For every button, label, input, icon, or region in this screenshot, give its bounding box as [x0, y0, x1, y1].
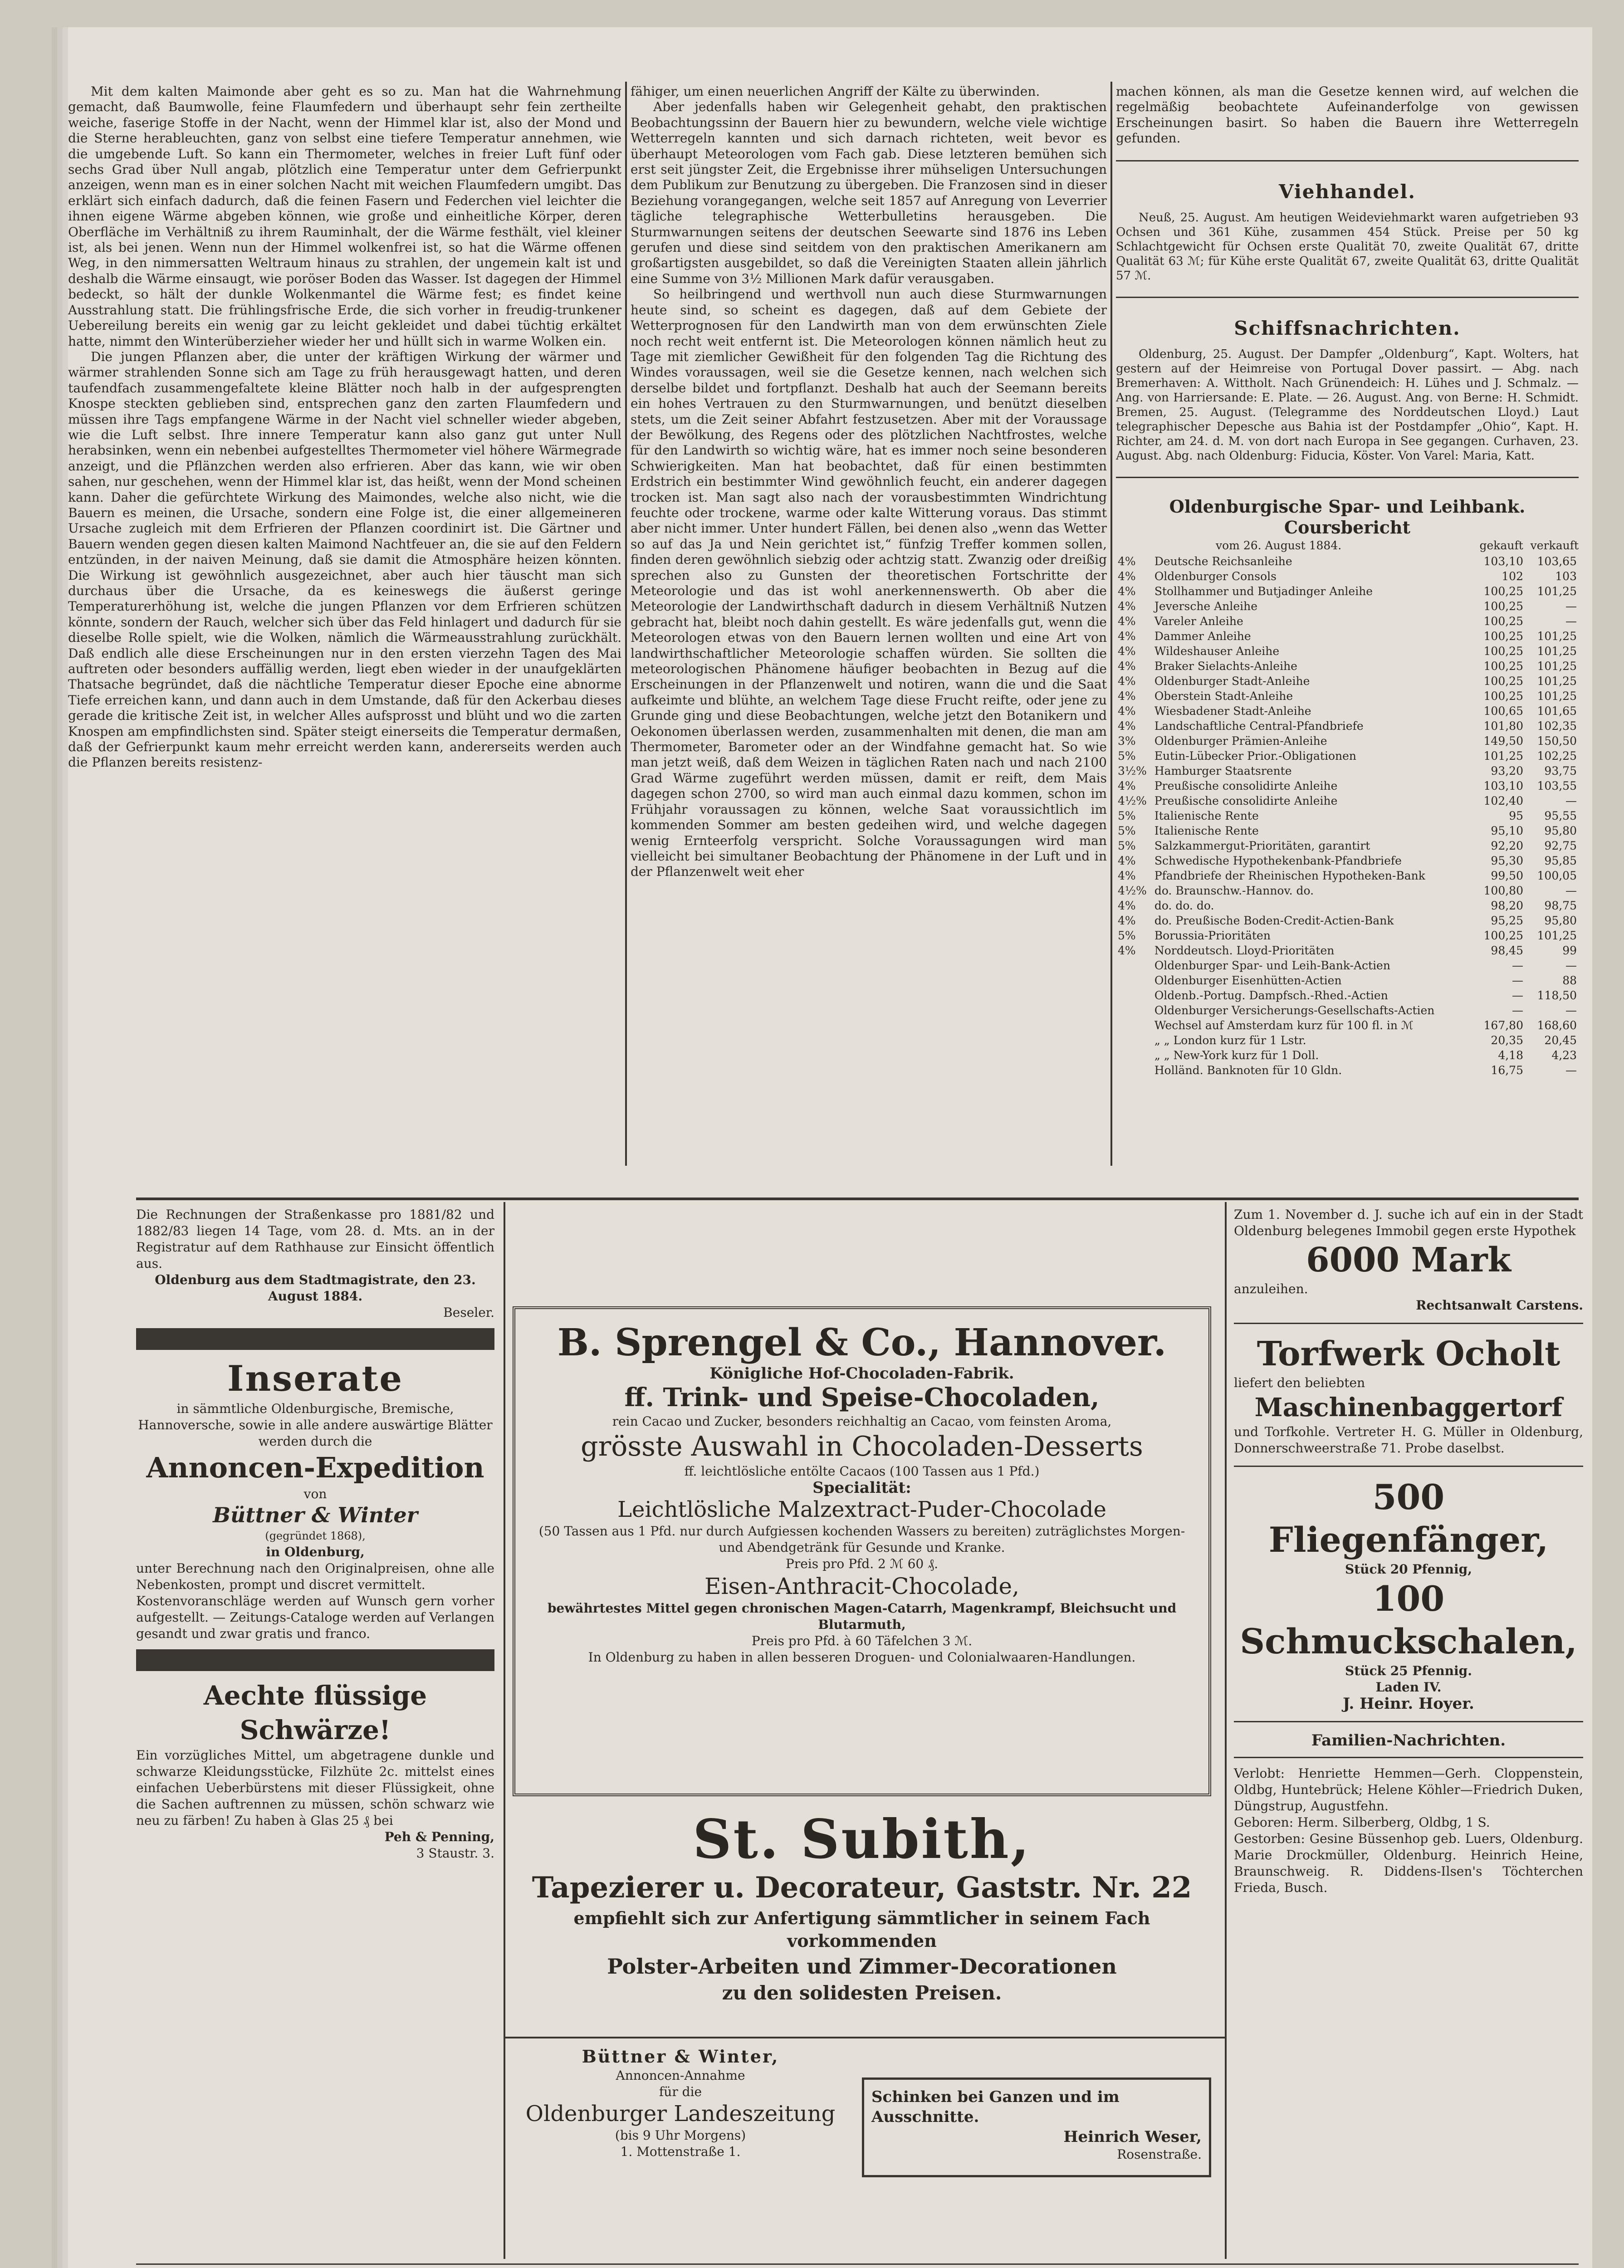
familien-geboren: Geboren: Herm. Silberberg, Oldbg, 1 S. — [1234, 1815, 1490, 1830]
kurs-sold: 95,80 — [1544, 914, 1577, 927]
kurs-row — [1116, 898, 1579, 913]
kurs-name: „ „ London kurz für 1 Lstr. — [1154, 1033, 1306, 1047]
kurs-rate: 5% — [1118, 824, 1136, 837]
kurs-date: vom 26. August 1884. — [1216, 539, 1342, 552]
ad-rule — [1234, 1721, 1583, 1722]
kurs-sold: 150,50 — [1537, 734, 1577, 748]
kurs-rate: 4% — [1118, 704, 1136, 718]
kurs-row — [1116, 1018, 1579, 1033]
schinken-ad — [862, 2077, 1211, 2177]
kurs-name: Italienische Rente — [1154, 809, 1259, 822]
kurs-bought: 103,10 — [1483, 779, 1523, 792]
kurs-name: „ „ New-York kurz für 1 Doll. — [1154, 1048, 1319, 1062]
kurs-rate: 4% — [1118, 943, 1136, 957]
kurs-sold: 101,25 — [1537, 584, 1577, 598]
kurs-sold: 92,75 — [1544, 839, 1577, 852]
sprengel-line-11: Preis pro Pfd. à 60 Täfelchen 3 ℳ. — [751, 1633, 973, 1648]
article-paragraph: So heilbringend und werthvoll nun auch diese Sturmwarnungen heute sind, so scheint es dagegen, daß auf dem Gebiete der Wetterprognosen für den Landwirth man von dem erwünschten Ziele noch recht weit entfernt ist. Die Meteorologen können nämlich heut zu Tage mit ziemlicher Gewißheit für den folgenden Tag die Richtung des Windes voraussagen, weil sie die Gesetze kennen, nach welchen sich derselbe bildet und fortpflanzt. Deshalb hat auch der Seemann bereits ein hohes Vertrauen zu den Sturmwarnungen, und benützt dieselben stets, um die Zeit seiner Abfahrt festzusetzen. Aber mit der Voraussage der Bewölkung, des Regens oder des plötzlichen Nachtfrostes, welche für den Landwirth so wichtig wäre, hat es immer noch seine besonderen Schwierigkeiten. Man hat beobachtet, daß für einen bestimmten Erdstrich ein bestimmter Wind gewöhnlich feucht, ein anderer dagegen trocken ist. Man sagt also nach der vorausbestimmten Windrichtung feuchte oder trockene, warme oder kalte Witterung voraus. Das stimmt aber nicht immer. Unter hundert Fällen, bei denen also „wenn das Wetter so auf das Ja und Nein gerichtet ist,“ fünfzig Treffer kommen sollen, finden deren gewöhnlich siebzig oder achtzig statt. Zwanzig oder dreißig sprechen also zu Gunsten der theoretischen Fortschritte der Meteorologie und das ist wohl anerkennenswerth. Ob aber die Meteorologie der Landwirthschaft dadurch in diesem Verhältniß Nutzen gebracht hat, bleibt noch dahin gestellt. Es wäre jedenfalls gut, wenn die Meteorologen etwas von den Bauern lernen wollten und eine Art von landwirthschaftlicher Meteorologie schaffen würden. Sie sollten die meteorologischen Phänomene häufiger beobachten in Bezug auf die Erscheinungen in der Pflanzenwelt und notiren, wann die und die Saat aufkeimte und blühte, an welchem Tage diese Frucht reifte, oder jene zu Grunde ging und diese Beobachtungen, welche jetzt den Botanikern und Oekonomen überlassen werden, zusammenhalten mit denen, die man am Thermometer, Barometer oder an der Windfahne gemacht hat. So wie man jetzt weiß, daß dem Weizen in täglichen Raten nach und nach 2100 Grad Wärme zugeführt werden müssen, damit er reift, dem Mais dagegen schon 2700, so wird man auch einmal dazu kommen, schon im Frühjahr voraussagen zu können, welche Saat voraussichtlich im kommenden Sommer am besten gedeihen wird, und welche dagegen wenig Ernteerfolg verspricht. Solche Voraussagungen wird man vielleicht bei simultaner Beobachtung der Phänomene in der Luft und in der Pflanzenwelt weit eher — [631, 287, 1107, 880]
kurs-sold: 101,25 — [1537, 689, 1577, 703]
hyp-text: Zum 1. November d. J. suche ich auf ein in der Stadt Oldenburg belegenes Immobil gegen erste Hypothek — [1234, 1207, 1583, 1238]
sprengel-line-3: grösste Auswahl in Chocoladen-Desserts — [581, 1431, 1143, 1462]
kurs-sold: 101,25 — [1537, 644, 1577, 658]
kurs-rate — [1116, 1048, 1153, 1063]
kurs-table — [1116, 554, 1579, 1078]
kurs-rate: 4% — [1118, 719, 1136, 733]
kurs-name: Oldenburger Prämien-Anleihe — [1154, 734, 1327, 748]
schinken-text: Schinken bei Ganzen und im Ausschnitte. — [871, 2088, 1120, 2126]
kurs-row — [1116, 659, 1579, 674]
kurs-rate: 3% — [1118, 734, 1136, 748]
sprengel-line-4: ff. leichtlösliche entölte Cacaos (100 Tassen aus 1 Pfd.) — [684, 1464, 1040, 1479]
kurs-name: Vareler Anleihe — [1154, 614, 1243, 628]
kurs-row — [1116, 793, 1579, 808]
kurs-row — [1116, 748, 1579, 763]
kurs-rate: 4% — [1118, 584, 1136, 598]
kurs-rate: 4% — [1118, 569, 1136, 583]
bank-title: Oldenburgische Spar- und Leihbank. — [1169, 496, 1526, 517]
kurs-name: Braker Sielachts-Anleihe — [1154, 659, 1297, 673]
kurs-sold: 20,45 — [1544, 1033, 1577, 1047]
kurs-bought: 100,25 — [1483, 929, 1523, 942]
kurs-bought: 16,75 — [1491, 1063, 1523, 1077]
kurs-sold: — — [1565, 1063, 1577, 1077]
section-rule — [1116, 297, 1579, 298]
kurs-sold: 101,65 — [1537, 704, 1577, 718]
kurs-row — [1116, 584, 1579, 599]
sprengel-line-12: In Oldenburg zu haben in allen besseren Droguen- und Colonialwaaren-Handlungen. — [588, 1650, 1136, 1665]
kurs-bought: 100,25 — [1483, 629, 1523, 643]
schmuck-title: 100 Schmuckschalen, — [1240, 1579, 1577, 1662]
subith-ad — [504, 1810, 1220, 2006]
kurs-sold: 101,25 — [1537, 629, 1577, 643]
kurs-rate — [1116, 1033, 1153, 1048]
kurs-rate: 4½% — [1118, 794, 1147, 807]
kurs-row — [1116, 554, 1579, 569]
sprengel-title: B. Sprengel & Co., Hannover. — [557, 1321, 1167, 1364]
kurs-name: Schwedische Hypothekenbank-Pfandbriefe — [1154, 854, 1402, 867]
kurs-sold: 101,25 — [1537, 929, 1577, 942]
familien-title: Familien-Nachrichten. — [1311, 1731, 1506, 1750]
kurs-sold: 4,23 — [1551, 1048, 1577, 1062]
kurs-bought: 93,20 — [1491, 764, 1523, 777]
schwaerze-title: Aechte flüssige Schwärze! — [203, 1680, 427, 1745]
kurs-rate: 4% — [1118, 659, 1136, 673]
kurs-sold: 95,55 — [1544, 809, 1577, 822]
article-paragraph: fähiger, um einen neuerlichen Angriff der Kälte zu überwinden. — [631, 84, 1040, 99]
sprengel-line-8: Preis pro Pfd. 2 ℳ 60 ₰. — [786, 1556, 938, 1571]
kurs-row — [1116, 629, 1579, 644]
kurs-bought: 100,25 — [1483, 689, 1523, 703]
section-rule — [1116, 477, 1579, 478]
kurs-sold: — — [1565, 884, 1577, 897]
kurs-sold: 101,25 — [1537, 659, 1577, 673]
kurs-row — [1116, 853, 1579, 868]
kurs-rate: 4% — [1118, 599, 1136, 613]
section-title-schiff: Schiffsnachrichten. — [1234, 317, 1461, 340]
torf-line-1: liefert den beliebten — [1234, 1375, 1365, 1390]
kurs-name: Wechsel auf Amsterdam kurz für 100 fl. in ℳ — [1154, 1018, 1414, 1032]
footer-rule — [136, 2263, 1579, 2265]
kurs-sold: 98,75 — [1544, 899, 1577, 912]
subith-line-2: empfiehlt sich zur Anfertigung sämmtlicher in seinem Fach vorkommenden — [573, 1908, 1150, 1951]
kurs-rate — [1116, 1018, 1153, 1033]
kurs-rate: 4% — [1118, 644, 1136, 658]
schwaerze-address: 3 Staustr. 3. — [416, 1846, 494, 1861]
sprengel-line-6: Leichtlösliche Malzextract-Puder-Chocolade — [617, 1497, 1106, 1522]
kurs-name: Oldenburger Spar- und Leih-Bank-Actien — [1154, 958, 1390, 972]
ads-right-column — [1234, 1207, 1583, 1896]
bw-line-2: für die — [659, 2084, 702, 2099]
schinken-vendor: Heinrich Weser, — [1063, 2128, 1202, 2146]
familien-gestorben: Gestorben: Gesine Büssenhop geb. Luers, Oldenburg. Marie Drockmüller, Oldenburg. Heinrich Heine, Braunschweig. R. Diddens-Ilsen's Töchterchen Frieda, Busch. — [1234, 1831, 1583, 1895]
bw-ad — [508, 2046, 853, 2160]
article-column-2 — [631, 84, 1107, 880]
kurs-bought: 95,25 — [1491, 914, 1523, 927]
kurs-sold: — — [1565, 614, 1577, 628]
hyp-amount: 6000 Mark — [1306, 1241, 1511, 1280]
kurs-name: Landschaftliche Central-Pfandbriefe — [1154, 719, 1364, 733]
kurs-name: Deutsche Reichsanleihe — [1154, 554, 1292, 568]
ads-divider — [136, 1198, 1579, 1200]
kurs-rate: 5% — [1118, 839, 1136, 852]
kurs-row — [1116, 569, 1579, 584]
kurs-bought: 98,20 — [1491, 899, 1523, 912]
sprengel-line-10: bewährtestes Mittel gegen chronischen Magen-Catarrh, Magenkrampf, Bleichsucht und Blutarmuth, — [547, 1601, 1177, 1632]
schwaerze-vendor: Peh & Penning, — [384, 1829, 494, 1844]
kurs-rate: 4% — [1118, 899, 1136, 912]
kurs-sold: 99 — [1562, 943, 1577, 957]
sprengel-ad — [513, 1306, 1211, 1796]
viehhandel-text: Neuß, 25. August. Am heutigen Weideviehmarkt waren aufgetrieben 93 Ochsen und 361 Kühe, zusammen 454 Stück. Preise per 50 kg Schlachtgewicht für Ochsen erste Qualität 70, zweite Qualität 67, dritte Qualität 63 ℳ; für Kühe erste Qualität 67, zweite Qualität 63, dritte Qualität 57 ℳ. — [1116, 211, 1579, 283]
kurs-name: do. Braunschw.-Hannov. do. — [1154, 884, 1314, 897]
kurs-name: Oldenburger Versicherungs-Gesellschafts-Actien — [1154, 1003, 1435, 1017]
kurs-row — [1116, 719, 1579, 733]
kurs-bought: 149,50 — [1483, 734, 1523, 748]
kurs-row — [1116, 614, 1579, 629]
sprengel-line-2: rein Cacao und Zucker, besonders reichhaltig an Cacao, vom feinsten Aroma, — [612, 1414, 1112, 1429]
kurs-row — [1116, 1003, 1579, 1018]
kurs-row — [1116, 988, 1579, 1003]
kurs-rate — [1116, 958, 1153, 973]
buettner-city: in Oldenburg, — [266, 1545, 365, 1559]
bw-title: Büttner & Winter, — [582, 2046, 779, 2067]
kurs-row — [1116, 943, 1579, 958]
kurs-row — [1116, 599, 1579, 614]
kurs-sold: 102,35 — [1537, 719, 1577, 733]
kurs-bought: 100,25 — [1483, 674, 1523, 688]
inserate-von: von — [303, 1486, 327, 1501]
sprengel-line-9: Eisen-Anthracit-Chocolade, — [704, 1573, 1020, 1599]
subith-line-4: zu den solidesten Preisen. — [722, 1982, 1002, 2004]
kurs-name: Oldenburger Consols — [1154, 569, 1277, 583]
kurs-sold: 101,25 — [1537, 674, 1577, 688]
news-column-3 — [1116, 84, 1579, 1078]
kurs-sold: — — [1565, 958, 1577, 972]
kurs-bought: 100,25 — [1483, 614, 1523, 628]
inserate-text-3: Kostenvoranschläge werden auf Wunsch gern vorher aufgestellt. — Zeitungs-Cataloge werden auf Verlangen gesandt und zwar gratis und franco. — [136, 1593, 494, 1641]
kurs-rate: 4% — [1118, 854, 1136, 867]
kurs-bought: 101,80 — [1483, 719, 1523, 733]
kurs-row — [1116, 763, 1579, 778]
kurs-bought: 100,65 — [1483, 704, 1523, 718]
kurs-sold: 118,50 — [1537, 988, 1577, 1002]
fliegen-title: 500 Fliegenfänger, — [1268, 1477, 1549, 1560]
schinken-address: Rosenstraße. — [1117, 2147, 1202, 2162]
article-paragraph: Aber jedenfalls haben wir Gelegenheit gehabt, den praktischen Beobachtungssinn der Bauern hier zu bewundern, welche viele wichtige Wetterregeln kannten und sich darnach richteten, weit bevor es überhaupt Meteorologen vom Fach gab. Diese letzteren bemühen sich erst seit jüngster Zeit, die Ergebnisse ihrer mühseligen Untersuchungen dem Publikum zur Benutzung zu übergeben. Die Franzosen sind in dieser Beziehung vorangegangen, welche seit 1857 auf Anregung von Leverrier tägliche telegraphische Wetterbulletins herausgeben. Die Sturmwarnungen seitens der deutschen Seewarte sind 1876 ins Leben gerufen und diese sind seitdem von den praktischen Amerikanern am großartigsten ausgebildet, so daß die Vereinigten Staaten allein jährlich eine Summe von 3½ Millionen Mark dafür verausgaben. — [631, 99, 1107, 286]
kurs-rate: 4% — [1118, 629, 1136, 643]
kurs-name: Stollhammer und Butjadinger Anleihe — [1154, 584, 1373, 598]
ad-rule — [504, 2037, 1225, 2038]
sprengel-line-7: (50 Tassen aus 1 Pfd. nur durch Aufgiessen kochenden Wassers zu bereiten) zuträglichstes Morgen- und Abendgetränk für Gesunde und Kranke. — [538, 1524, 1185, 1555]
kurs-bought: 4,18 — [1498, 1048, 1523, 1062]
kurs-rate — [1116, 1003, 1153, 1018]
ads-divider-v — [504, 1202, 505, 2259]
kurs-name: do. do. do. — [1154, 899, 1214, 912]
kurs-bought: 100,80 — [1483, 884, 1523, 897]
fliegen-price: Stück 20 Pfennig, — [1345, 1562, 1472, 1577]
ad-rule — [1234, 1466, 1583, 1467]
kurs-name: Preußische consolidirte Anleihe — [1154, 779, 1338, 792]
kurs-name: Oldenburger Eisenhütten-Actien — [1154, 973, 1342, 987]
kurs-name: Oldenburger Stadt-Anleihe — [1154, 674, 1310, 688]
kurs-sold: — — [1565, 794, 1577, 807]
kurs-row — [1116, 973, 1579, 988]
torf-title: Torfwerk Ocholt — [1257, 1334, 1560, 1374]
kurs-sold: 103 — [1555, 569, 1577, 583]
kurs-bought: — — [1512, 973, 1523, 987]
kurs-rate: 4% — [1118, 689, 1136, 703]
inserate-text-2: unter Berechnung nach den Originalpreisen, ohne alle Nebenkosten, prompt und discret vermittelt. — [136, 1561, 494, 1592]
kurs-name: Italienische Rente — [1154, 824, 1259, 837]
strassen-name: Beseler. — [443, 1305, 494, 1320]
article-paragraph: Die jungen Pflanzen aber, die unter der kräftigen Wirkung der wärmer und wärmer strahlenden Sonne sich am Tage zu früh herausgewagt hatten, und deren taufendfach zusammengefaltete kleine Blätter noch halb in der aufgesprengten Knospe steckten geblieben sind, entsprechen ganz den zarten Flaumfedern und müssen ihre Tags empfangene Wärme in der Nacht viel schneller wieder abgeben, wie die Luft selbst. Ihre innere Temperatur kann also ganz gut unter Null herabsinken, wenn ein nebenbei aufgestelltes Thermometer viel höhere Wärmegrade anzeigt, und die Pflänzchen werden also erfrieren. Aber das kann, wie wir oben sahen, nur geschehen, wenn der Himmel klar ist, das heißt, wenn der Mond scheinen kann. Daher die gefürchtete Wirkung des Maimondes, welche also nicht, wie die Bauern es meinen, die Ursache, sondern eine Folge ist, die einer allgemeineren Ursache zugleich mit dem Erfrieren der Pflanzen coordinirt ist. Die Gärtner und Bauern wenden gegen diesen kalten Maimond Nachtfeuer an, die sie auf den Feldern entzünden, in der naiven Meinung, daß sie damit die Atmosphäre heizen könnten. Die Wirkung ist gewöhnlich ausgezeichnet, aber auch hier täuscht man sich durchaus über die Ursache, da es keineswegs die äußerst geringe Temperaturerhöhung ist, welche die jungen Pflanzen vor dem Erfrieren schützen könnte, sondern der Rauch, welcher sich über das Feld hinlagert und dadurch für sie dieselbe Rolle spielt, wie die Wolken, nämlich die Wärmeausstrahlung zurückhält. Daß endlich alle diese Erscheinungen nur in den ersten vierzehn Tagen des Mai auftreten oder besonders auffällig werden, liegt eben wieder in der unaufgeklärten Thatsache begründet, daß die nächtliche Temperatur dieser Epoche eine abnorme Tiefe erreichen kann, und dann auch in dem Umstande, daß für den Ackerbau dieses gerade die kritische Zeit ist, in welcher Alles aufsprosst und blüht und wo die zarten Knospen am empfindlichsten sind. Später steigt einerseits die Temperatur dermaßen, daß der Gefrierpunkt kaum mehr erreicht werden kann, andererseits werden auch die Pflanzen bereits resistenz- — [68, 349, 621, 770]
kurs-sold: 100,05 — [1537, 869, 1577, 882]
kurs-row — [1116, 883, 1579, 898]
kurs-rate: 5% — [1118, 809, 1136, 822]
inserate-text: in sämmtliche Oldenburgische, Bremische, Hannoversche, sowie in alle andere auswärtige Blätter werden durch die — [138, 1401, 493, 1449]
kurs-sold: 95,80 — [1544, 824, 1577, 837]
ad-separator-bar — [136, 1328, 494, 1350]
kurs-bought: 102 — [1502, 569, 1523, 583]
kurs-row — [1116, 1033, 1579, 1048]
kurs-name: Wildeshauser Anleihe — [1154, 644, 1280, 658]
kurs-bought: — — [1512, 1003, 1523, 1017]
kurs-bought: 95,10 — [1491, 824, 1523, 837]
kurs-sold: — — [1565, 1003, 1577, 1017]
kurs-sold: 88 — [1562, 973, 1577, 987]
kurs-bought: 95 — [1509, 809, 1523, 822]
section-rule — [1116, 160, 1579, 161]
kurs-row — [1116, 1063, 1579, 1078]
schwaerze-text: Ein vorzügliches Mittel, um abgetragene dunkle und schwarze Kleidungsstücke, Filzhüte 2c. mittelst eines einfachen Ueberbürstens mit dieser Flüssigkeit, ohne die Sachen auftrennen zu müssen, schön schwarz wie neu zu färben! Zu haben à Glas 25 ₰ bei — [136, 1748, 494, 1828]
hoyer: J. Heinr. Hoyer. — [1343, 1695, 1474, 1713]
kurs-bought: 101,25 — [1483, 749, 1523, 763]
kurs-sold: 103,65 — [1537, 554, 1577, 568]
kurs-rate: 4% — [1118, 614, 1136, 628]
kurs-sold: 93,75 — [1544, 764, 1577, 777]
buettner-name: Büttner & Winter — [213, 1503, 418, 1527]
schiff-text: Oldenburg, 25. August. Der Dampfer „Oldenburg“, Kapt. Wolters, hat gestern auf der Heimreise von Portugal Dover passirt. — Abg. nach Bremerhaven: A. Wittholt. Nach Grünendeich: H. Lühes und J. Schmalz. — Ang. von Harriersande: E. Plate. — 26. August. Ang. von Berne: H. Schmidt. Bremen, 25. August. (Telegramme des Norddeutschen Lloyd.) Laut telegraphischer Depesche aus Bahia ist der Postdampfer „Ohio“, Kapt. H. Richter, am 24. d. M. von dort nach Europa in See gegangen. Curhaven, 23. August. Abg. nach Oldenburg: Fiducia, Köster. Von Varel: Maria, Katt. — [1116, 347, 1579, 463]
kurs-bought: 103,10 — [1483, 554, 1523, 568]
kurs-rate — [1116, 1063, 1153, 1078]
kurs-bought: 167,80 — [1483, 1018, 1523, 1032]
kurs-bought: — — [1512, 988, 1523, 1002]
subith-line-3: Polster-Arbeiten und Zimmer-Decorationen — [607, 1954, 1117, 1979]
kurs-rate: 4% — [1118, 779, 1136, 792]
kurs-bought: 100,25 — [1483, 584, 1523, 598]
kurs-rate — [1116, 988, 1153, 1003]
kurs-name: Eutin-Lübecker Prior.-Obligationen — [1154, 749, 1357, 763]
article-paragraph: Mit dem kalten Maimonde aber geht es so zu. Man hat die Wahrnehmung gemacht, daß Baumwolle, feine Flaumfedern und überhaupt sehr fein zertheilte weiche, faserige Stoffe in der Nacht, wenn der Himmel klar ist, also der Mond und die Sterne herableuchten, ganz von selbst eine tiefere Temperatur annehmen, wie die umgebende Luft. So kann ein Thermometer, welches in freier Luft fünf oder sechs Grad über Null angab, plötzlich eine Temperatur unter dem Gefrierpunkt anzeigen, wenn man es in einer solchen Nacht mit weichen Flaumfedern umgibt. Das erklärt sich einfach dadurch, daß die feinen Fasern und Federchen viel leichter die ihnen eigene Wärme abgeben können, wie große und einheitliche Körper, deren Oberfläche im Verhältniß zu ihrem Rauminhalt, der die Wärme festhält, viel kleiner ist, als bei jenen. Wenn nun der Himmel wolkenfrei ist, so hat die Wärme offenen Weg, in den nimmersatten Weltraum hinaus zu strahlen, der ungemein kalt ist und deshalb die Wärme einsaugt, wie poröser Boden das Wasser. Ist dagegen der Himmel bedeckt, so hält der dunkle Wolkenmantel die Wärme fest; es findet keine Ausstrahlung statt. Die frühlingsfrische Erde, die sich vorher in freudig-trunkener Uebereilung bereits ein wenig gar zu leicht gekleidet und dabei tüchtig erkältet hatte, nimmt den Winterüberzieher wieder her und hüllt sich in warme Wolken ein. — [68, 84, 621, 349]
kurs-head-sold: verkauft — [1530, 539, 1579, 552]
kurs-sold: — — [1565, 599, 1577, 613]
kurs-bought: 102,40 — [1483, 794, 1523, 807]
kurs-name: Wiesbadener Stadt-Anleihe — [1154, 704, 1311, 718]
subith-title: St. Subith, — [693, 1808, 1031, 1871]
kurs-row — [1116, 868, 1579, 883]
article-paragraph: machen können, als man die Gesetze kennen wird, auf welchen die regelmäßig beobachtete Aufeinanderfolge von gewissen Erscheinungen basirt. So haben die Bauern ihre Wetterregeln gefunden. — [1116, 84, 1579, 146]
bw-line-1: Annoncen-Annahme — [616, 2068, 745, 2083]
kurs-bought: 20,35 — [1491, 1033, 1523, 1047]
kurs-name: Preußische consolidirte Anleihe — [1154, 794, 1338, 807]
annoncen-title: Annoncen-Expedition — [146, 1451, 484, 1484]
kurs-rate: 4% — [1118, 869, 1136, 882]
kurs-name: Oldenb.-Portug. Dampfsch.-Rhed.-Actien — [1154, 988, 1388, 1002]
familien-verlobt: Verlobt: Henriette Hemmen—Gerh. Cloppenstein, Oldbg, Huntebrück; Helene Köhler—Friedrich Duken, Düngstrup, Augustfehn. — [1234, 1766, 1583, 1813]
kurs-bought: 92,20 — [1491, 839, 1523, 852]
kurs-row — [1116, 644, 1579, 659]
kurs-head-bought: gekauft — [1479, 539, 1523, 552]
hyp-name: Rechtsanwalt Carstens. — [1416, 1298, 1583, 1313]
kurs-row — [1116, 733, 1579, 748]
sprengel-line-5: Specialität: — [812, 1479, 911, 1497]
kurs-name: do. Preußische Boden-Credit-Actien-Bank — [1154, 914, 1394, 927]
kurs-name: Dammer Anleihe — [1154, 629, 1251, 643]
kurs-bought: 100,25 — [1483, 659, 1523, 673]
kurs-row — [1116, 674, 1579, 689]
ad-separator-bar — [136, 1649, 494, 1671]
kurs-rate: 5% — [1118, 749, 1136, 763]
kurs-rate: 4½% — [1118, 884, 1147, 897]
kurs-bought: 100,25 — [1483, 599, 1523, 613]
sprengel-line-1: ff. Trink- und Speise-Chocoladen, — [624, 1383, 1100, 1413]
kurs-bought: 99,50 — [1491, 869, 1523, 882]
kurs-row — [1116, 1048, 1579, 1063]
section-title-viehhandel: Viehhandel. — [1278, 180, 1416, 203]
kurs-row — [1116, 913, 1579, 928]
strassen-notice: Die Rechnungen der Straßenkasse pro 1881/82 und 1882/83 liegen 14 Tage, vom 28. d. Mts. an in der Registratur auf dem Rathhause zur Einsicht öffentlich aus. — [136, 1207, 494, 1271]
buettner-founded: (gegründet 1868), — [265, 1530, 366, 1542]
kurs-sold: 102,25 — [1537, 749, 1577, 763]
kurs-rate — [1116, 973, 1153, 988]
kurs-row — [1116, 808, 1579, 823]
kurs-sold: 95,85 — [1544, 854, 1577, 867]
kurs-bought: — — [1512, 958, 1523, 972]
kurs-rate: 3½% — [1118, 764, 1147, 777]
kurs-row — [1116, 704, 1579, 719]
kurs-name: Holländ. Banknoten für 10 Gldn. — [1154, 1063, 1342, 1077]
column-divider — [625, 82, 627, 1166]
ad-rule — [1234, 1323, 1583, 1324]
schmuck-price: Stück 25 Pfennig. — [1345, 1663, 1472, 1678]
kurs-bought: 95,30 — [1491, 854, 1523, 867]
kurs-rate: 4% — [1118, 914, 1136, 927]
kurs-name: Borussia-Prioritäten — [1154, 929, 1271, 942]
column-divider — [1110, 82, 1112, 1166]
kurs-bought: 100,25 — [1483, 644, 1523, 658]
kurs-row — [1116, 778, 1579, 793]
kurs-name: Jeversche Anleihe — [1154, 599, 1258, 613]
kurs-name: Oberstein Stadt-Anleihe — [1154, 689, 1293, 703]
kurs-row — [1116, 958, 1579, 973]
kurs-title: Coursbericht — [1284, 517, 1411, 538]
hyp-text-2: anzuleihen. — [1234, 1281, 1308, 1296]
ads-divider-v — [1225, 1202, 1227, 2259]
bw-line-3: Oldenburger Landeszeitung — [525, 2101, 836, 2126]
strassen-signature: Oldenburg aus dem Stadtmagistrate, den 23. August 1884. — [155, 1272, 476, 1304]
kurs-name: Norddeutsch. Lloyd-Prioritäten — [1154, 943, 1335, 957]
kurs-bought: 98,45 — [1491, 943, 1523, 957]
kurs-row — [1116, 689, 1579, 704]
kurs-row — [1116, 823, 1579, 838]
kurs-rate: 5% — [1118, 929, 1136, 942]
torf-line-2: Maschinenbaggertorf — [1254, 1393, 1563, 1422]
inserate-title: Inserate — [227, 1358, 404, 1399]
sprengel-subtitle: Königliche Hof-Chocoladen-Fabrik. — [709, 1364, 1014, 1383]
kurs-rate: 4% — [1118, 554, 1136, 568]
kurs-name: Pfandbriefe der Rheinischen Hypotheken-Bank — [1154, 869, 1425, 882]
laden: Laden IV. — [1375, 1680, 1442, 1695]
kurs-rate: 4% — [1118, 674, 1136, 688]
article-column-1 — [68, 84, 621, 771]
ads-left-column — [136, 1207, 494, 1862]
kurs-name: Salzkammergut-Prioritäten, garantirt — [1154, 839, 1370, 852]
kurs-row — [1116, 838, 1579, 853]
kurs-row — [1116, 928, 1579, 943]
torf-line-3: und Torfkohle. Vertreter H. G. Müller in Oldenburg, Donnerschweerstraße 71. Probe daselbst. — [1234, 1424, 1583, 1456]
bw-line-5: 1. Mottenstraße 1. — [620, 2144, 741, 2159]
kurs-name: Hamburger Staatsrente — [1154, 764, 1292, 777]
ad-rule — [1234, 1757, 1583, 1758]
subith-line-1: Tapezierer u. Decorateur, Gaststr. Nr. 22 — [532, 1871, 1192, 1905]
bw-line-4: (bis 9 Uhr Morgens) — [615, 2128, 746, 2143]
kurs-sold: 103,55 — [1537, 779, 1577, 792]
kurs-sold: 168,60 — [1537, 1018, 1577, 1032]
